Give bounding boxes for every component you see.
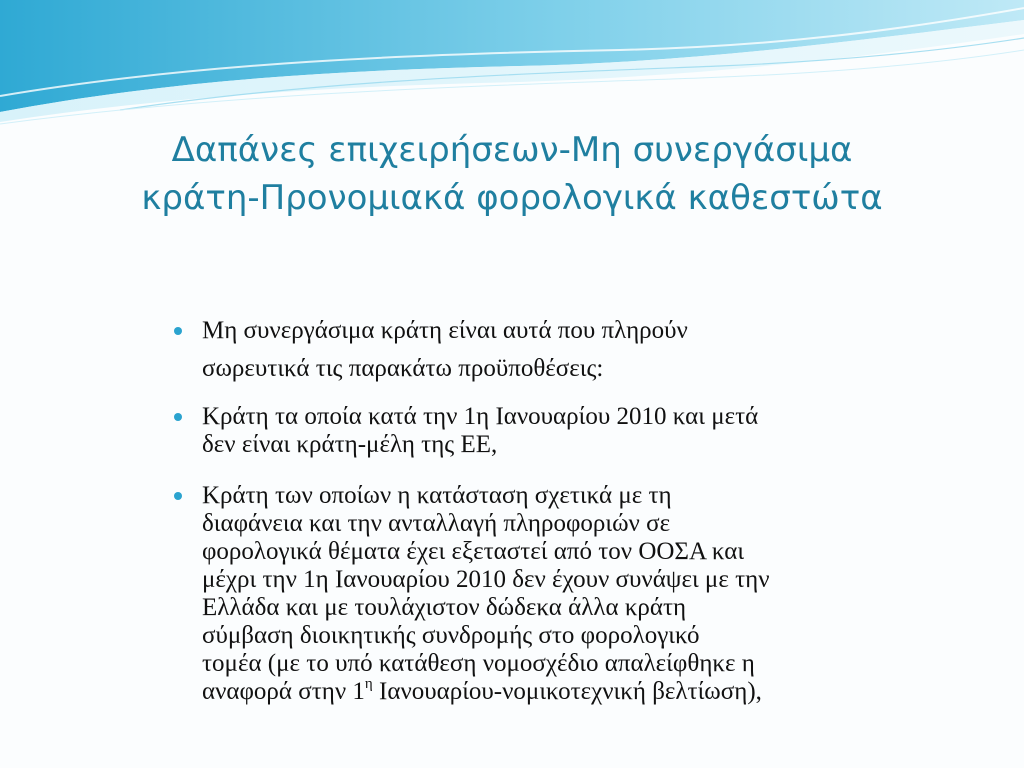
bullet-item-1 bbox=[170, 312, 950, 388]
header-wave-decoration bbox=[0, 0, 1024, 130]
bullet-1-line-2: σωρευτικά τις παρακάτω προϋποθέσεις: bbox=[202, 355, 604, 382]
bullet-3-line-5: Ελλάδα και με τουλάχιστον δώδεκα άλλα κράτη bbox=[202, 594, 687, 621]
bullet-dot-icon bbox=[174, 492, 182, 500]
bullet-2-line-1: Κράτη τα οποία κατά την 1η Ιανουαρίου 2010 και μετά bbox=[202, 403, 759, 430]
bullet-item-2 bbox=[170, 403, 950, 459]
bullet-3-line-4: μέχρι την 1η Ιανουαρίου 2010 δεν έχουν συνάψει με την bbox=[202, 566, 770, 593]
bullet-3-line-7: τομέα (με το υπό κατάθεση νομοσχέδιο απαλείφθηκε η bbox=[202, 650, 755, 677]
slide-title bbox=[80, 126, 944, 222]
bullet-list bbox=[170, 312, 950, 706]
bullet-dot-icon bbox=[174, 327, 182, 335]
bullet-item-3 bbox=[170, 482, 950, 706]
ordinal-superscript: η bbox=[364, 675, 373, 692]
bullet-3-line-3: φορολογικά θέματα έχει εξεταστεί από τον ΟΟΣΑ και bbox=[202, 538, 745, 565]
bullet-3-line-6: σύμβαση διοικητικής συνδρομής στο φορολογικό bbox=[202, 622, 700, 649]
title-line-1: Δαπάνες επιχειρήσεων-Μη συνεργάσιμα bbox=[171, 130, 853, 170]
bullet-3-line-8-rest: Ιανουαρίου-νομικοτεχνική βελτίωση), bbox=[372, 678, 762, 705]
bullet-3-line-8 bbox=[202, 675, 950, 706]
bullet-2-line-2: δεν είναι κράτη-μέλη της ΕΕ, bbox=[202, 431, 498, 458]
bullet-3-line-1: Κράτη των οποίων η κατάσταση σχετικά με τη bbox=[202, 482, 672, 509]
bullet-1-line-1: Μη συνεργάσιμα κράτη είναι αυτά που πληρούν bbox=[202, 317, 688, 344]
title-line-2: κράτη-Προνομιακά φορολογικά καθεστώτα bbox=[141, 178, 883, 218]
bullet-3-line-8-text: αναφορά στην 1 bbox=[202, 678, 365, 705]
bullet-3-line-2: διαφάνεια και την ανταλλαγή πληροφοριών σε bbox=[202, 510, 671, 537]
bullet-dot-icon bbox=[174, 413, 182, 421]
